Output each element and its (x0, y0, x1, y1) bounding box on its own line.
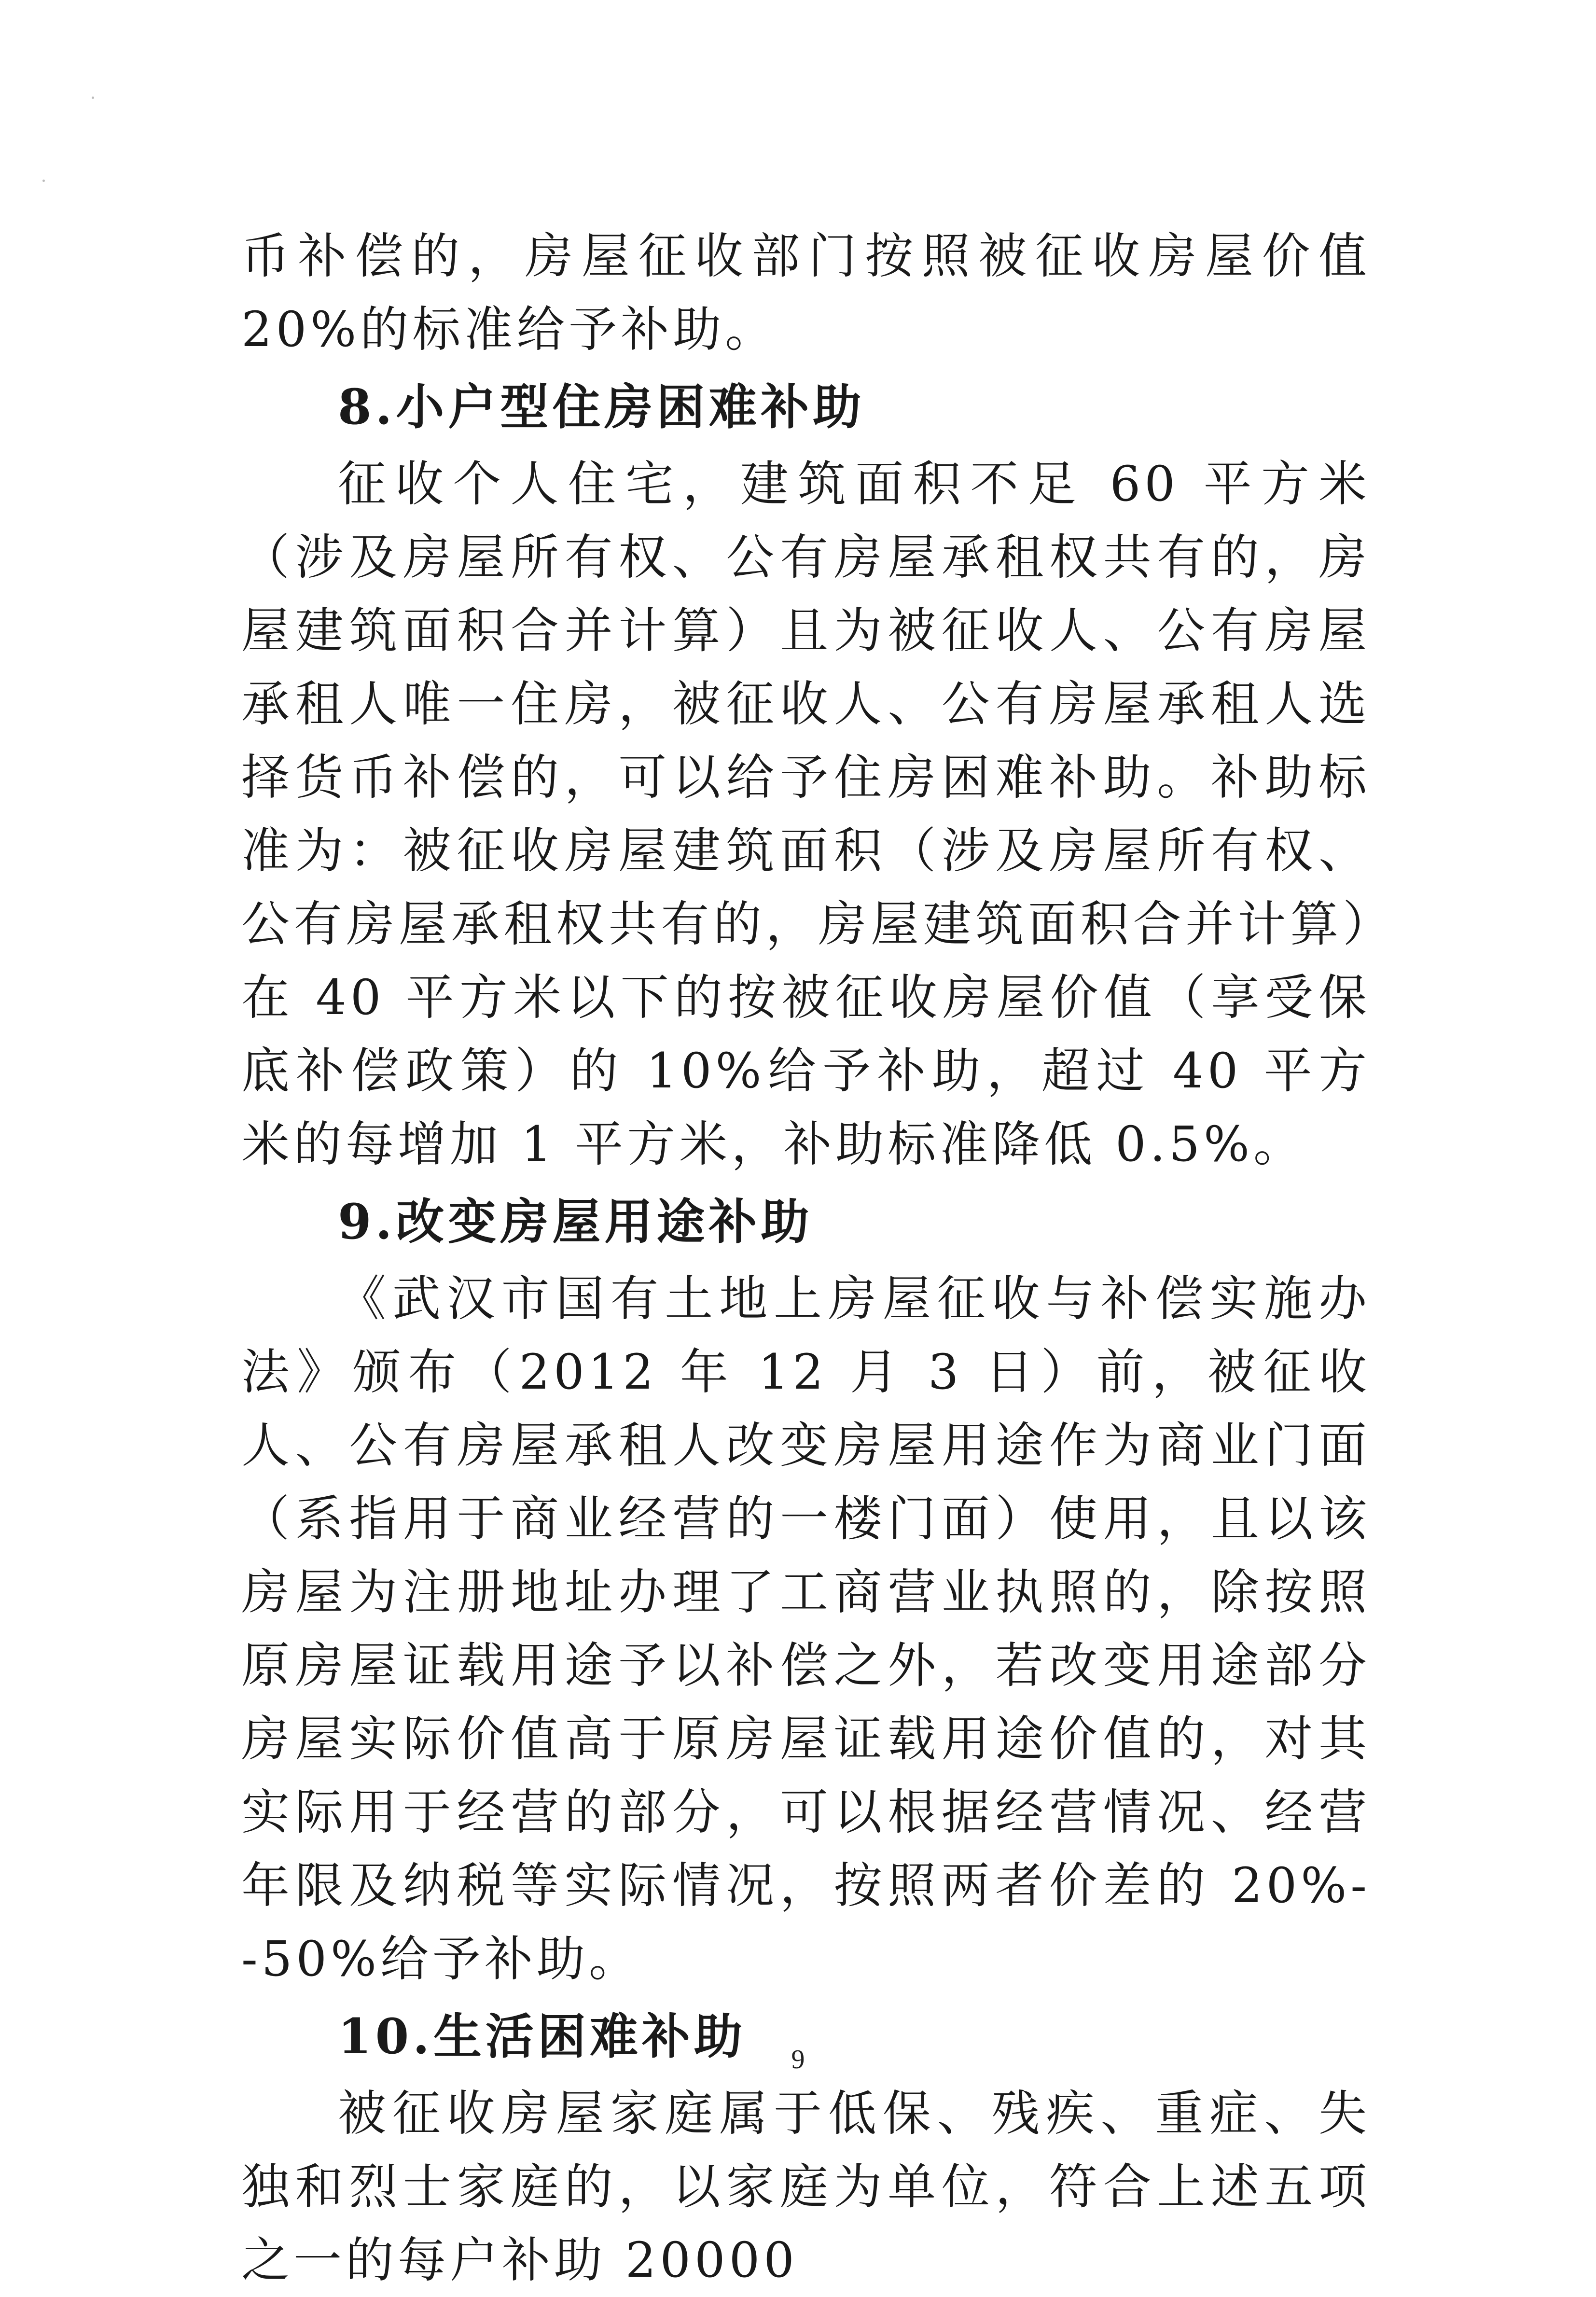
section-heading-8: 8.小户型住房困难补助 (338, 378, 865, 435)
section-heading-9: 9.改变房屋用途补助 (338, 1193, 813, 1250)
section-heading-10: 10.生活困难补助 (338, 2008, 746, 2065)
paragraph-small-unit-subsidy: 征收个人住宅，建筑面积不足 60 平方米（涉及房屋所有权、公有房屋承租权共有的，房屋建筑面积合并计算）且为被征收人、公有房屋承租人唯一住房，被征收人、公有房屋承租人选择货币补偿的，可以给予住房困难补助。补助标准为：被征收房屋建筑面积（涉及房屋所有权、公有房屋承租权共有的，房屋建筑面积合并计算）在 40 平方米以下的按被征收房屋价值（享受保底补偿政策）的 10%给予补助，超过 40 平方米的每增加 1 平方米，补助标准降低 0.5%。 (241, 456, 1371, 1172)
document-body (241, 220, 1371, 2297)
paragraph-continuation: 币补偿的，房屋征收部门按照被征收房屋价值 20%的标准给予补助。 (241, 228, 1371, 358)
paragraph-change-use-subsidy: 《武汉市国有土地上房屋征收与补偿实施办法》颁布（2012 年 12 月 3 日）前，被征收人、公有房屋承租人改变房屋用途作为商业门面（系指用于商业经营的一楼门面）使用，且以该房屋为注册地址办理了工商营业执照的，除按照原房屋证载用途予以补偿之外，若改变用途部分房屋实际价值高于原房屋证载用途价值的，对其实际用于经营的部分，可以根据经营情况、经营年限及纳税等实际情况，按照两者价差的 20%--50%给予补助。 (241, 1270, 1371, 1987)
page-number: 9 (791, 2045, 805, 2074)
scan-speck (42, 180, 45, 182)
scan-speck (92, 97, 94, 99)
paragraph-living-difficulty-subsidy: 被征收房屋家庭属于低保、残疾、重症、失独和烈士家庭的，以家庭为单位，符合上述五项之一的每户补助 20000 (241, 2085, 1371, 2288)
